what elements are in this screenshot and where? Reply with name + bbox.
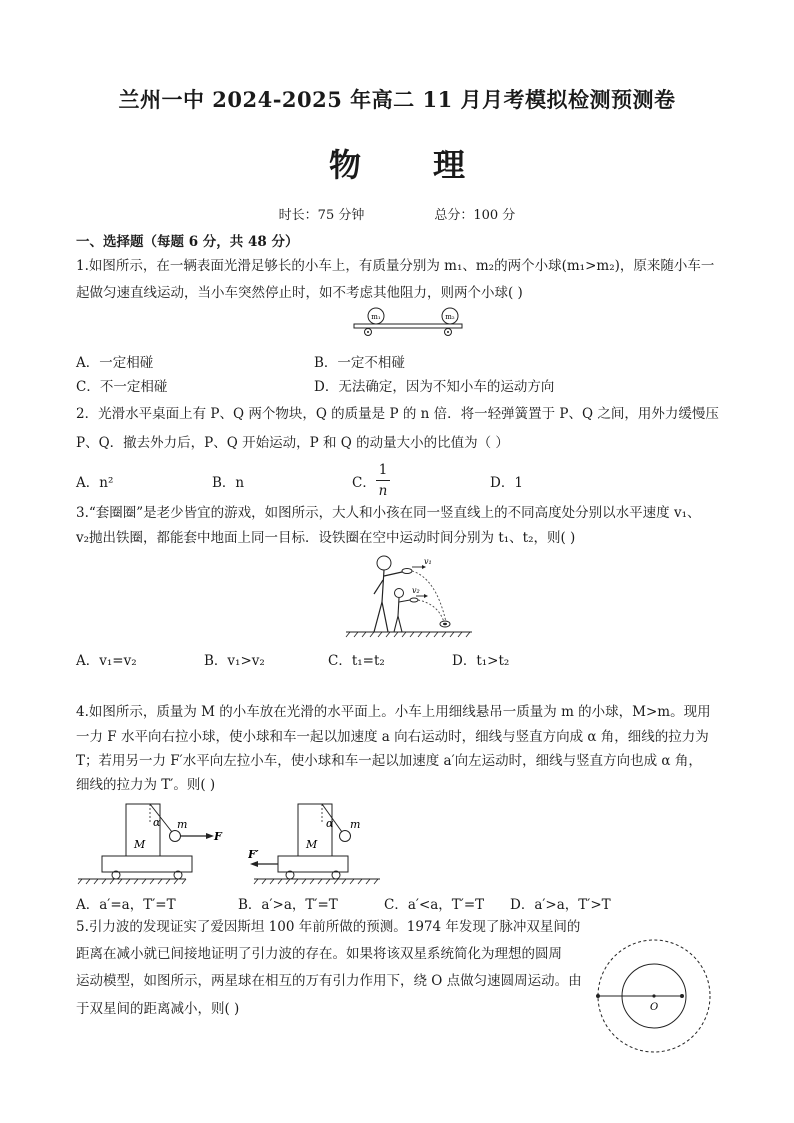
q1-option-b[interactable]: B．一定不相碰 (314, 355, 405, 371)
q3-ring-toss-figure (344, 552, 474, 638)
q4-left-F: F (214, 830, 222, 843)
q1-option-d[interactable]: D．无法确定，因为不知小车的运动方向 (314, 379, 555, 395)
q4-text-line2: 一力 F 水平向右拉小球，使小球和车一起以加速度 a 向右运动时，细线与竖直方向成 α 角，细线的拉力为 (76, 729, 709, 745)
q2-option-c-fraction (376, 462, 390, 499)
q4-text-line4: 细线的拉力为 T′。则( ) (76, 777, 216, 793)
q2-text-line1: 2．光滑水平桌面上有 P、Q 两个物块，Q 的质量是 P 的 n 倍．将一轻弹簧置于 P、Q 之间，用外力缓慢压 (76, 406, 719, 422)
q2-option-d[interactable]: D．1 (490, 475, 523, 491)
q5-text-line1: 5.引力波的发现证实了爱因斯坦 100 年前所做的预测。1974 年发现了脉冲双星间的 (76, 919, 581, 935)
q4-right-M: M (306, 838, 318, 851)
q4-option-a[interactable]: A．a′=a，T′=T (76, 897, 176, 913)
exam-duration: 时长：75 分钟 (278, 208, 365, 223)
exam-total: 总分：100 分 (434, 208, 516, 223)
exam-title: 兰州一中 2024-2025 年高二 11 月月考模拟检测预测卷 (118, 87, 676, 112)
q5-text-line4: 于双星间的距离减小，则( ) (76, 1001, 240, 1017)
q4-figure-left (74, 800, 234, 886)
section-heading: 一、选择题（每题 6 分，共 48 分） (76, 234, 299, 250)
q4-left-M: M (134, 838, 146, 851)
q1-ball2-label: m₂ (445, 313, 455, 321)
subject-char-1: 物 (328, 146, 361, 184)
q4-right-alpha: α (326, 817, 334, 830)
q5-center-label: O (650, 1002, 659, 1013)
q2-option-c[interactable]: C． (352, 475, 376, 491)
subject-title (0, 140, 794, 186)
exam-meta (0, 204, 794, 223)
q1-text-line1: 1.如图所示，在一辆表面光滑足够长的小车上，有质量分别为 m₁、m₂的两个小球(m₁>m₂)，原来随小车一 (76, 258, 715, 274)
q3-option-d[interactable]: D．t₁>t₂ (452, 653, 510, 669)
q2-option-a[interactable]: A．n² (76, 475, 114, 491)
q4-text-line3: T；若用另一力 F′水平向左拉小车，使小球和车一起以加速度 a′向左运动时，细线与竖直方向也成 α 角， (76, 753, 702, 769)
q3-text-line1: 3.“套圈圈”是老少皆宜的游戏，如图所示，大人和小孩在同一竖直线上的不同高度处分别以水平速度 v₁、 (76, 505, 701, 521)
q2-option-b[interactable]: B．n (212, 475, 245, 491)
q4-right-F-prime: F′ (248, 848, 259, 861)
q4-left-m: m (177, 818, 188, 831)
q4-figure-right (248, 800, 388, 886)
q3-text-line2: v₂抛出铁圈，都能套中地面上同一目标．设铁圈在空中运动时间分别为 t₁、t₂，则( ) (76, 530, 576, 546)
q1-text-line2: 起做匀速直线运动，当小车突然停止时，如不考虑其他阻力，则两个小球( ) (76, 285, 523, 301)
q5-text-line2: 距离在减小就已间接地证明了引力波的存在。如果将该双星系统简化为理想的圆周 (76, 946, 562, 962)
q4-option-b[interactable]: B．a′>a，T′=T (238, 897, 338, 913)
q3-option-c[interactable]: C．t₁=t₂ (328, 653, 385, 669)
q2-fraction-denominator: n (378, 483, 388, 499)
q3-option-b[interactable]: B．v₁>v₂ (204, 653, 265, 669)
q1-option-a[interactable]: A．一定相碰 (76, 355, 154, 371)
q4-left-alpha: α (153, 816, 161, 829)
q2-text-line2: P、Q．撤去外力后，P、Q 开始运动，P 和 Q 的动量大小的比值为（ ） (76, 435, 509, 451)
q1-ball1-label: m₁ (371, 313, 381, 321)
q1-option-c[interactable]: C．不一定相碰 (76, 379, 168, 395)
q4-option-c[interactable]: C．a′<a，T′=T (384, 897, 485, 913)
q3-v2-label: v₂ (412, 586, 420, 595)
q4-text-line1: 4.如图所示，质量为 M 的小车放在光滑的水平面上。小车上用细线悬吊一质量为 m 的小球，M>m。现用 (76, 704, 711, 720)
q4-right-m: m (350, 818, 361, 831)
q3-option-a[interactable]: A．v₁=v₂ (76, 653, 137, 669)
q4-option-d[interactable]: D．a′>a，T′>T (510, 897, 611, 913)
subject-char-2: 理 (433, 146, 466, 184)
q3-v1-label: v₁ (424, 557, 432, 566)
q2-fraction-numerator: 1 (378, 462, 388, 478)
q5-text-line3: 运动模型，如图所示，两星球在相互的万有引力作用下，绕 O 点做匀速圆周运动。由 (76, 973, 582, 989)
q5-binary-star-figure (592, 936, 716, 1060)
q1-cart-figure (352, 306, 464, 340)
